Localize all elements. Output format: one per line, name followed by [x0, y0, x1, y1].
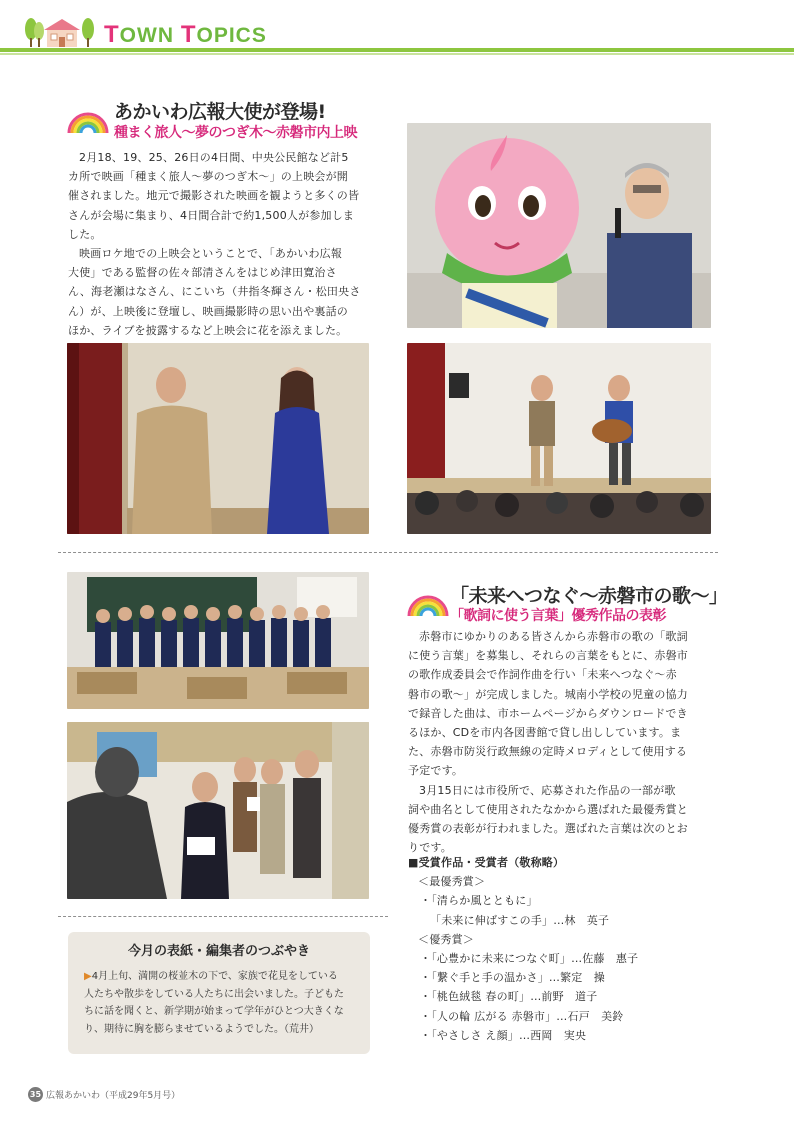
excellence-label: ＜優秀賞＞	[418, 932, 474, 946]
award-entry: ・「桃色絨毯 春の町」…前野 道子	[420, 990, 598, 1004]
page-number: 35	[28, 1087, 43, 1102]
section-title-initial: T	[104, 21, 120, 48]
photo-school-children	[67, 572, 369, 709]
grand-prize-label: ＜最優秀賞＞	[418, 875, 486, 889]
awards-heading: ■受賞作品・受賞者（敬称略）	[408, 856, 565, 869]
award-entry: ・「清らか風とともに」	[420, 894, 538, 908]
award-entry: ・「繋ぐ手と手の温かさ」…繁定 操	[420, 971, 605, 985]
article1-title: あかいわ広報大使が登場!	[114, 101, 326, 123]
photo-mascot-director	[407, 123, 711, 328]
award-entry: ・「やさしさ え顔」…西岡 実央	[420, 1028, 587, 1042]
photo-live-performance	[407, 343, 711, 534]
award-entry: ・「人の輪 広がる 赤磐市」…石戸 美鈴	[420, 1009, 624, 1023]
rainbow-icon	[406, 578, 450, 618]
article2-title: 「未来へつなぐ～赤磐市の歌～」	[450, 585, 728, 607]
article1-body: 2月18、19、25、26日の4日間、中央公民館など計5 カ所で映画「種まく旅人～夢のつぎ木～」の上映会が開 催されました。地元で撮影された映画を観ようと多くの皆 さんが会場に集まり、4日間合計で約1,500人が参加しま した。 映画ロケ地での上映会ということで、「あかいわ広報 大使」である監督の佐々部清さんをはじめ津田寛治さ ん、海老瀬はなさん、にこいち（井指冬輝さん・松田央さ ん）が、上映後に登壇し、映画撮影時の思い出や裏話の ほか、ライブを披露するなど上映会に花を添えました。	[68, 151, 361, 337]
arrow-icon: ▶	[84, 971, 92, 982]
header-rule-light	[0, 53, 794, 55]
article2-subtitle: 「歌詞に使う言葉」優秀作品の表彰	[450, 608, 666, 624]
publication-name: 広報あかいわ（平成29年5月号）	[46, 1091, 181, 1101]
award-entry: ・「心豊かに未来につなぐ町」…佐藤 惠子	[420, 952, 639, 966]
section-title-initial: T	[180, 21, 197, 48]
header-rule	[0, 48, 794, 52]
section-title: TOWN TOPICS	[104, 21, 267, 48]
article2-body: 赤磐市にゆかりのある皆さんから赤磐市の歌の「歌詞 に使う言葉」を募集し、それらの言葉をもとに、赤磐市 の歌作成委員会で作詞作曲を行い「未来へつなぐ～赤 磐市の歌～」が完成しました。城南小学校の児童の協力 で録音した曲は、市ホームページからダウンロードでき るほか、CDを市内各図書館で貸し出ししています。ま た、赤磐市防災行政無線の定時メロディとして使用する 予定です。 3月15日には市役所で、応募された作品の一部が歌 詞や曲名として使用されたなかから選ばれた最優秀賞と 優秀賞の表彰が行われました。選ばれた言葉は次のとお りです。	[408, 630, 688, 855]
rainbow-icon	[66, 95, 110, 135]
award-entry: 「未来に伸ばすこの手」…林 英子	[430, 913, 610, 927]
awards-list	[408, 853, 718, 1045]
editor-divider	[58, 916, 388, 917]
editor-note-body: ▶4月上旬、満開の桜並木の下で、家族で花見をしている 人たちや散歩をしている人たちに出会いました。子どもた ちに話を聞くと、新学期が始まって学年がひとつ大きくな り、期待に胸を膨らませているようでした。（荒井）	[84, 971, 344, 1035]
photo-award-ceremony	[67, 722, 369, 899]
section-divider	[58, 552, 718, 553]
photo-stage-greeting	[67, 343, 369, 534]
town-house-icon	[22, 16, 98, 48]
editor-note-title: 今月の表紙・編集者のつぶやき	[127, 944, 310, 959]
article1-subtitle: 種まく旅人～夢のつぎ木～赤磐市内上映	[114, 125, 357, 141]
